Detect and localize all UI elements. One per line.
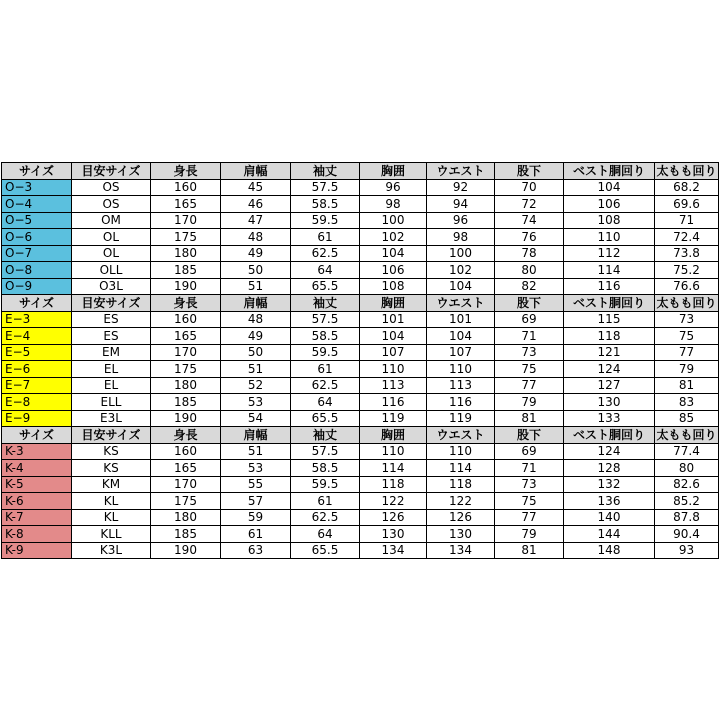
cell-vest-waist: 128 xyxy=(564,460,655,477)
cell-waist: 134 xyxy=(427,542,495,559)
column-header-size: サイズ xyxy=(2,295,72,312)
column-header-size: サイズ xyxy=(2,427,72,444)
table-row xyxy=(2,443,719,460)
cell-shoulder-width: 50 xyxy=(221,344,291,361)
cell-waist: 110 xyxy=(427,443,495,460)
cell-shoulder-width: 46 xyxy=(221,196,291,213)
column-header-sleeve-length: 袖丈 xyxy=(291,295,360,312)
cell-inseam: 81 xyxy=(495,542,564,559)
cell-size: E−7 xyxy=(2,377,72,394)
cell-guide-size: KL xyxy=(72,509,151,526)
cell-size: O−6 xyxy=(2,229,72,246)
column-header-shoulder-width: 肩幅 xyxy=(221,295,291,312)
cell-sleeve-length: 58.5 xyxy=(291,328,360,345)
cell-sleeve-length: 64 xyxy=(291,394,360,411)
cell-shoulder-width: 50 xyxy=(221,262,291,279)
cell-inseam: 71 xyxy=(495,460,564,477)
cell-chest: 98 xyxy=(360,196,427,213)
table-row xyxy=(2,229,719,246)
cell-guide-size: ES xyxy=(72,311,151,328)
cell-size: K-5 xyxy=(2,476,72,493)
cell-shoulder-width: 52 xyxy=(221,377,291,394)
cell-inseam: 74 xyxy=(495,212,564,229)
cell-waist: 130 xyxy=(427,526,495,543)
cell-sleeve-length: 59.5 xyxy=(291,476,360,493)
cell-sleeve-length: 57.5 xyxy=(291,179,360,196)
cell-waist: 113 xyxy=(427,377,495,394)
cell-shoulder-width: 61 xyxy=(221,526,291,543)
cell-guide-size: ELL xyxy=(72,394,151,411)
column-header-size: サイズ xyxy=(2,163,72,180)
cell-inseam: 72 xyxy=(495,196,564,213)
cell-inseam: 79 xyxy=(495,526,564,543)
column-header-waist: ウエスト xyxy=(427,163,495,180)
cell-shoulder-width: 51 xyxy=(221,361,291,378)
column-header-chest: 胸囲 xyxy=(360,295,427,312)
cell-shoulder-width: 59 xyxy=(221,509,291,526)
column-header-shoulder-width: 肩幅 xyxy=(221,427,291,444)
table-row xyxy=(2,212,719,229)
cell-shoulder-width: 57 xyxy=(221,493,291,510)
cell-vest-waist: 124 xyxy=(564,361,655,378)
column-header-sleeve-length: 袖丈 xyxy=(291,163,360,180)
cell-shoulder-width: 63 xyxy=(221,542,291,559)
cell-thigh: 72.4 xyxy=(655,229,719,246)
cell-thigh: 87.8 xyxy=(655,509,719,526)
cell-thigh: 83 xyxy=(655,394,719,411)
cell-height: 165 xyxy=(151,196,221,213)
cell-guide-size: OS xyxy=(72,179,151,196)
cell-thigh: 76.6 xyxy=(655,278,719,295)
cell-size: E−5 xyxy=(2,344,72,361)
cell-waist: 98 xyxy=(427,229,495,246)
cell-waist: 116 xyxy=(427,394,495,411)
cell-shoulder-width: 45 xyxy=(221,179,291,196)
cell-shoulder-width: 49 xyxy=(221,328,291,345)
cell-chest: 119 xyxy=(360,410,427,427)
cell-height: 185 xyxy=(151,394,221,411)
table-row xyxy=(2,542,719,559)
cell-size: E−3 xyxy=(2,311,72,328)
cell-waist: 92 xyxy=(427,179,495,196)
cell-sleeve-length: 58.5 xyxy=(291,460,360,477)
cell-thigh: 73 xyxy=(655,311,719,328)
table-row xyxy=(2,328,719,345)
cell-thigh: 79 xyxy=(655,361,719,378)
cell-size: O−9 xyxy=(2,278,72,295)
header-row xyxy=(2,295,719,312)
table-row xyxy=(2,262,719,279)
cell-size: E−8 xyxy=(2,394,72,411)
cell-size: K-7 xyxy=(2,509,72,526)
cell-size: K-4 xyxy=(2,460,72,477)
column-header-vest-waist: ベスト胴回り xyxy=(564,427,655,444)
cell-size: K-9 xyxy=(2,542,72,559)
cell-chest: 104 xyxy=(360,245,427,262)
column-header-guide-size: 目安サイズ xyxy=(72,295,151,312)
cell-chest: 130 xyxy=(360,526,427,543)
cell-chest: 114 xyxy=(360,460,427,477)
cell-sleeve-length: 57.5 xyxy=(291,311,360,328)
cell-inseam: 69 xyxy=(495,311,564,328)
cell-height: 170 xyxy=(151,476,221,493)
cell-inseam: 71 xyxy=(495,328,564,345)
cell-thigh: 75.2 xyxy=(655,262,719,279)
cell-sleeve-length: 65.5 xyxy=(291,542,360,559)
cell-shoulder-width: 48 xyxy=(221,229,291,246)
cell-vest-waist: 132 xyxy=(564,476,655,493)
cell-guide-size: KLL xyxy=(72,526,151,543)
table-row xyxy=(2,311,719,328)
cell-thigh: 77.4 xyxy=(655,443,719,460)
cell-sleeve-length: 65.5 xyxy=(291,410,360,427)
cell-chest: 96 xyxy=(360,179,427,196)
cell-waist: 102 xyxy=(427,262,495,279)
cell-guide-size: O3L xyxy=(72,278,151,295)
column-header-waist: ウエスト xyxy=(427,427,495,444)
cell-chest: 134 xyxy=(360,542,427,559)
cell-vest-waist: 127 xyxy=(564,377,655,394)
cell-inseam: 69 xyxy=(495,443,564,460)
cell-height: 180 xyxy=(151,377,221,394)
cell-thigh: 75 xyxy=(655,328,719,345)
cell-waist: 107 xyxy=(427,344,495,361)
cell-guide-size: OLL xyxy=(72,262,151,279)
cell-waist: 100 xyxy=(427,245,495,262)
column-header-chest: 胸囲 xyxy=(360,163,427,180)
cell-vest-waist: 106 xyxy=(564,196,655,213)
cell-shoulder-width: 47 xyxy=(221,212,291,229)
cell-height: 185 xyxy=(151,526,221,543)
cell-guide-size: KL xyxy=(72,493,151,510)
cell-height: 190 xyxy=(151,278,221,295)
cell-inseam: 80 xyxy=(495,262,564,279)
cell-chest: 100 xyxy=(360,212,427,229)
cell-guide-size: OS xyxy=(72,196,151,213)
cell-thigh: 69.6 xyxy=(655,196,719,213)
table-row xyxy=(2,410,719,427)
table-row xyxy=(2,526,719,543)
table-row xyxy=(2,278,719,295)
table-row xyxy=(2,196,719,213)
column-header-guide-size: 目安サイズ xyxy=(72,427,151,444)
cell-size: O−7 xyxy=(2,245,72,262)
cell-height: 190 xyxy=(151,542,221,559)
cell-size: O−4 xyxy=(2,196,72,213)
cell-chest: 113 xyxy=(360,377,427,394)
table-row xyxy=(2,509,719,526)
cell-inseam: 76 xyxy=(495,229,564,246)
cell-thigh: 73.8 xyxy=(655,245,719,262)
cell-thigh: 71 xyxy=(655,212,719,229)
cell-inseam: 77 xyxy=(495,509,564,526)
cell-thigh: 90.4 xyxy=(655,526,719,543)
cell-chest: 110 xyxy=(360,443,427,460)
cell-thigh: 82.6 xyxy=(655,476,719,493)
cell-size: O−5 xyxy=(2,212,72,229)
cell-guide-size: OM xyxy=(72,212,151,229)
table-row xyxy=(2,493,719,510)
cell-inseam: 70 xyxy=(495,179,564,196)
cell-shoulder-width: 55 xyxy=(221,476,291,493)
cell-vest-waist: 104 xyxy=(564,179,655,196)
cell-guide-size: E3L xyxy=(72,410,151,427)
cell-size: K-3 xyxy=(2,443,72,460)
cell-thigh: 93 xyxy=(655,542,719,559)
cell-guide-size: K3L xyxy=(72,542,151,559)
cell-size: E−4 xyxy=(2,328,72,345)
column-header-height: 身長 xyxy=(151,295,221,312)
table-row xyxy=(2,179,719,196)
cell-vest-waist: 148 xyxy=(564,542,655,559)
cell-sleeve-length: 61 xyxy=(291,493,360,510)
cell-height: 185 xyxy=(151,262,221,279)
cell-chest: 122 xyxy=(360,493,427,510)
column-header-vest-waist: ベスト胴回り xyxy=(564,295,655,312)
cell-sleeve-length: 59.5 xyxy=(291,344,360,361)
cell-guide-size: KS xyxy=(72,460,151,477)
cell-height: 165 xyxy=(151,328,221,345)
cell-guide-size: OL xyxy=(72,245,151,262)
cell-vest-waist: 108 xyxy=(564,212,655,229)
header-row xyxy=(2,163,719,180)
cell-sleeve-length: 57.5 xyxy=(291,443,360,460)
table-row xyxy=(2,361,719,378)
column-header-thigh: 太もも回り xyxy=(656,163,717,178)
cell-inseam: 75 xyxy=(495,361,564,378)
column-header-inseam: 股下 xyxy=(495,427,564,444)
cell-inseam: 79 xyxy=(495,394,564,411)
cell-height: 160 xyxy=(151,179,221,196)
cell-shoulder-width: 49 xyxy=(221,245,291,262)
cell-guide-size: OL xyxy=(72,229,151,246)
column-header-thigh: 太もも回り xyxy=(656,295,717,310)
cell-guide-size: KS xyxy=(72,443,151,460)
cell-inseam: 77 xyxy=(495,377,564,394)
cell-chest: 104 xyxy=(360,328,427,345)
cell-waist: 119 xyxy=(427,410,495,427)
column-header-sleeve-length: 袖丈 xyxy=(291,427,360,444)
cell-sleeve-length: 62.5 xyxy=(291,509,360,526)
cell-height: 180 xyxy=(151,509,221,526)
cell-sleeve-length: 62.5 xyxy=(291,377,360,394)
cell-guide-size: EM xyxy=(72,344,151,361)
cell-chest: 116 xyxy=(360,394,427,411)
cell-vest-waist: 112 xyxy=(564,245,655,262)
cell-guide-size: ES xyxy=(72,328,151,345)
cell-vest-waist: 130 xyxy=(564,394,655,411)
cell-size: K-8 xyxy=(2,526,72,543)
cell-waist: 104 xyxy=(427,278,495,295)
cell-inseam: 82 xyxy=(495,278,564,295)
column-header-inseam: 股下 xyxy=(495,295,564,312)
cell-inseam: 73 xyxy=(495,344,564,361)
cell-height: 180 xyxy=(151,245,221,262)
cell-shoulder-width: 53 xyxy=(221,460,291,477)
cell-height: 160 xyxy=(151,443,221,460)
cell-waist: 114 xyxy=(427,460,495,477)
cell-waist: 96 xyxy=(427,212,495,229)
cell-height: 175 xyxy=(151,361,221,378)
cell-shoulder-width: 53 xyxy=(221,394,291,411)
header-row xyxy=(2,427,719,444)
table-row xyxy=(2,460,719,477)
cell-chest: 110 xyxy=(360,361,427,378)
table-row xyxy=(2,344,719,361)
column-header-guide-size: 目安サイズ xyxy=(72,163,151,180)
cell-guide-size: EL xyxy=(72,361,151,378)
table-row xyxy=(2,245,719,262)
cell-vest-waist: 118 xyxy=(564,328,655,345)
column-header-waist: ウエスト xyxy=(427,295,495,312)
cell-chest: 126 xyxy=(360,509,427,526)
cell-chest: 107 xyxy=(360,344,427,361)
column-header-inseam: 股下 xyxy=(495,163,564,180)
column-header-vest-waist: ベスト胴回り xyxy=(564,163,655,180)
cell-vest-waist: 116 xyxy=(564,278,655,295)
column-header-height: 身長 xyxy=(151,163,221,180)
cell-height: 170 xyxy=(151,344,221,361)
cell-height: 175 xyxy=(151,493,221,510)
size-chart-table xyxy=(1,162,719,559)
cell-waist: 104 xyxy=(427,328,495,345)
cell-chest: 101 xyxy=(360,311,427,328)
cell-vest-waist: 133 xyxy=(564,410,655,427)
cell-sleeve-length: 62.5 xyxy=(291,245,360,262)
cell-sleeve-length: 61 xyxy=(291,361,360,378)
cell-waist: 122 xyxy=(427,493,495,510)
cell-vest-waist: 115 xyxy=(564,311,655,328)
cell-waist: 101 xyxy=(427,311,495,328)
table-row xyxy=(2,377,719,394)
column-header-thigh: 太もも回り xyxy=(656,427,717,442)
cell-vest-waist: 114 xyxy=(564,262,655,279)
cell-inseam: 81 xyxy=(495,410,564,427)
cell-chest: 102 xyxy=(360,229,427,246)
cell-waist: 126 xyxy=(427,509,495,526)
cell-height: 165 xyxy=(151,460,221,477)
cell-vest-waist: 140 xyxy=(564,509,655,526)
cell-sleeve-length: 64 xyxy=(291,262,360,279)
cell-guide-size: KM xyxy=(72,476,151,493)
column-header-chest: 胸囲 xyxy=(360,427,427,444)
table-row xyxy=(2,394,719,411)
cell-waist: 118 xyxy=(427,476,495,493)
cell-shoulder-width: 48 xyxy=(221,311,291,328)
cell-chest: 118 xyxy=(360,476,427,493)
cell-sleeve-length: 58.5 xyxy=(291,196,360,213)
cell-height: 175 xyxy=(151,229,221,246)
cell-thigh: 77 xyxy=(655,344,719,361)
cell-vest-waist: 144 xyxy=(564,526,655,543)
cell-height: 170 xyxy=(151,212,221,229)
cell-guide-size: EL xyxy=(72,377,151,394)
cell-thigh: 81 xyxy=(655,377,719,394)
cell-vest-waist: 136 xyxy=(564,493,655,510)
cell-chest: 108 xyxy=(360,278,427,295)
cell-shoulder-width: 51 xyxy=(221,443,291,460)
cell-waist: 110 xyxy=(427,361,495,378)
cell-height: 190 xyxy=(151,410,221,427)
cell-sleeve-length: 65.5 xyxy=(291,278,360,295)
cell-height: 160 xyxy=(151,311,221,328)
cell-size: O−3 xyxy=(2,179,72,196)
cell-thigh: 68.2 xyxy=(655,179,719,196)
cell-thigh: 85.2 xyxy=(655,493,719,510)
cell-inseam: 73 xyxy=(495,476,564,493)
cell-shoulder-width: 54 xyxy=(221,410,291,427)
cell-waist: 94 xyxy=(427,196,495,213)
cell-size: K-6 xyxy=(2,493,72,510)
cell-size: E−9 xyxy=(2,410,72,427)
column-header-shoulder-width: 肩幅 xyxy=(221,163,291,180)
cell-thigh: 85 xyxy=(655,410,719,427)
table-row xyxy=(2,476,719,493)
cell-vest-waist: 124 xyxy=(564,443,655,460)
column-header-height: 身長 xyxy=(151,427,221,444)
cell-vest-waist: 110 xyxy=(564,229,655,246)
cell-size: E−6 xyxy=(2,361,72,378)
cell-inseam: 78 xyxy=(495,245,564,262)
cell-sleeve-length: 64 xyxy=(291,526,360,543)
cell-size: O−8 xyxy=(2,262,72,279)
cell-sleeve-length: 59.5 xyxy=(291,212,360,229)
cell-chest: 106 xyxy=(360,262,427,279)
cell-shoulder-width: 51 xyxy=(221,278,291,295)
cell-sleeve-length: 61 xyxy=(291,229,360,246)
cell-inseam: 75 xyxy=(495,493,564,510)
cell-thigh: 80 xyxy=(655,460,719,477)
cell-vest-waist: 121 xyxy=(564,344,655,361)
